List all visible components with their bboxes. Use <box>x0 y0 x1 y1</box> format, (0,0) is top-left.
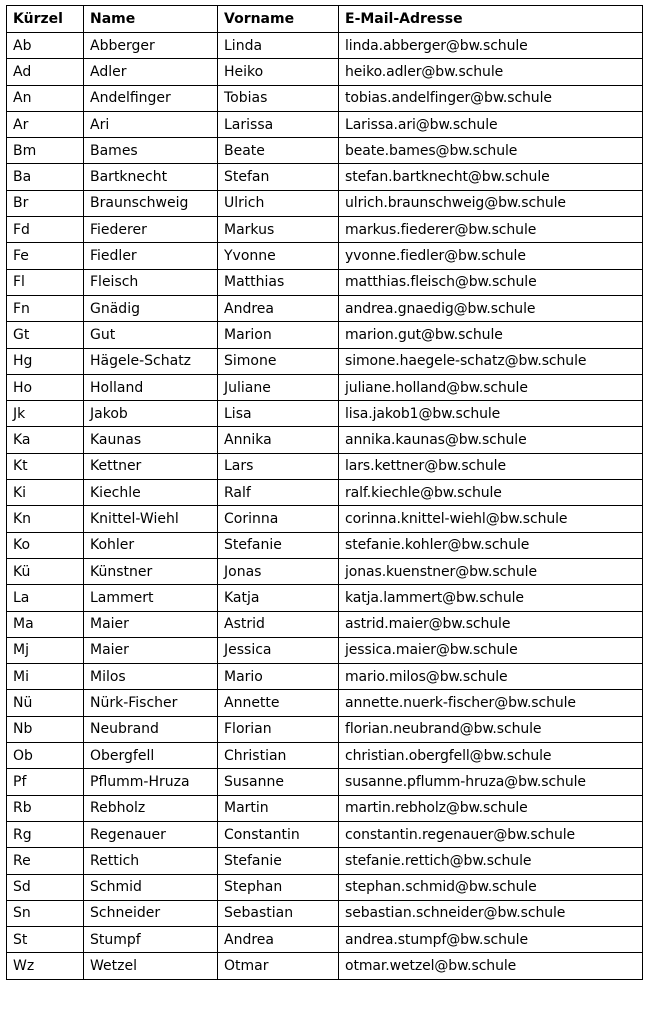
cell-email: annika.kaunas@bw.schule <box>339 427 643 453</box>
cell-vorname: Annette <box>218 690 339 716</box>
cell-email: martin.rebholz@bw.schule <box>339 795 643 821</box>
cell-name: Gut <box>84 322 218 348</box>
table-row <box>7 874 643 900</box>
cell-email: juliane.holland@bw.schule <box>339 374 643 400</box>
cell-vorname: Juliane <box>218 374 339 400</box>
cell-email: annette.nuerk-fischer@bw.schule <box>339 690 643 716</box>
cell-kuerzel: Nb <box>7 716 84 742</box>
cell-kuerzel: Ki <box>7 480 84 506</box>
cell-vorname: Sebastian <box>218 900 339 926</box>
cell-vorname: Lars <box>218 453 339 479</box>
table-row <box>7 374 643 400</box>
cell-vorname: Larissa <box>218 111 339 137</box>
cell-kuerzel: Gt <box>7 322 84 348</box>
cell-name: Rettich <box>84 848 218 874</box>
cell-kuerzel: Fd <box>7 217 84 243</box>
cell-vorname: Annika <box>218 427 339 453</box>
header-kuerzel: Kürzel <box>7 6 84 33</box>
cell-kuerzel: Rb <box>7 795 84 821</box>
cell-email: jessica.maier@bw.schule <box>339 637 643 663</box>
cell-email: ralf.kiechle@bw.schule <box>339 480 643 506</box>
table-row <box>7 480 643 506</box>
cell-name: Knittel-Wiehl <box>84 506 218 532</box>
table-header-row <box>7 6 643 33</box>
cell-vorname: Martin <box>218 795 339 821</box>
cell-name: Wetzel <box>84 953 218 979</box>
cell-vorname: Otmar <box>218 953 339 979</box>
cell-kuerzel: La <box>7 585 84 611</box>
table-row <box>7 585 643 611</box>
cell-name: Andelfinger <box>84 85 218 111</box>
table-row <box>7 900 643 926</box>
cell-kuerzel: Jk <box>7 401 84 427</box>
cell-kuerzel: St <box>7 927 84 953</box>
cell-name: Schmid <box>84 874 218 900</box>
cell-name: Pflumm-Hruza <box>84 769 218 795</box>
cell-email: ulrich.braunschweig@bw.schule <box>339 190 643 216</box>
table-row <box>7 927 643 953</box>
table-row <box>7 690 643 716</box>
cell-vorname: Yvonne <box>218 243 339 269</box>
cell-email: stefan.bartknecht@bw.schule <box>339 164 643 190</box>
cell-vorname: Stefanie <box>218 848 339 874</box>
table-row <box>7 427 643 453</box>
cell-kuerzel: Ko <box>7 532 84 558</box>
cell-email: stefanie.rettich@bw.schule <box>339 848 643 874</box>
cell-name: Maier <box>84 611 218 637</box>
cell-name: Fleisch <box>84 269 218 295</box>
table-row <box>7 532 643 558</box>
cell-kuerzel: Ma <box>7 611 84 637</box>
cell-email: tobias.andelfinger@bw.schule <box>339 85 643 111</box>
cell-kuerzel: Mi <box>7 664 84 690</box>
header-email: E-Mail-Adresse <box>339 6 643 33</box>
cell-email: mario.milos@bw.schule <box>339 664 643 690</box>
cell-kuerzel: Bm <box>7 138 84 164</box>
cell-vorname: Katja <box>218 585 339 611</box>
cell-vorname: Susanne <box>218 769 339 795</box>
cell-kuerzel: Fn <box>7 295 84 321</box>
cell-vorname: Markus <box>218 217 339 243</box>
cell-vorname: Stephan <box>218 874 339 900</box>
cell-email: constantin.regenauer@bw.schule <box>339 821 643 847</box>
cell-email: matthias.fleisch@bw.schule <box>339 269 643 295</box>
cell-name: Obergfell <box>84 743 218 769</box>
table-row <box>7 138 643 164</box>
cell-name: Jakob <box>84 401 218 427</box>
cell-name: Hägele-Schatz <box>84 348 218 374</box>
cell-kuerzel: Mj <box>7 637 84 663</box>
cell-kuerzel: Ab <box>7 33 84 59</box>
cell-name: Milos <box>84 664 218 690</box>
cell-vorname: Tobias <box>218 85 339 111</box>
cell-name: Kaunas <box>84 427 218 453</box>
cell-email: sebastian.schneider@bw.schule <box>339 900 643 926</box>
cell-email: otmar.wetzel@bw.schule <box>339 953 643 979</box>
cell-vorname: Andrea <box>218 927 339 953</box>
cell-email: andrea.stumpf@bw.schule <box>339 927 643 953</box>
cell-vorname: Florian <box>218 716 339 742</box>
cell-kuerzel: Fe <box>7 243 84 269</box>
cell-name: Adler <box>84 59 218 85</box>
table-row <box>7 217 643 243</box>
cell-kuerzel: Ad <box>7 59 84 85</box>
table-row <box>7 295 643 321</box>
cell-email: andrea.gnaedig@bw.schule <box>339 295 643 321</box>
cell-name: Kiechle <box>84 480 218 506</box>
table-row <box>7 743 643 769</box>
cell-name: Fiederer <box>84 217 218 243</box>
cell-vorname: Jonas <box>218 558 339 584</box>
cell-vorname: Matthias <box>218 269 339 295</box>
cell-name: Lammert <box>84 585 218 611</box>
cell-name: Braunschweig <box>84 190 218 216</box>
table-row <box>7 848 643 874</box>
cell-name: Kohler <box>84 532 218 558</box>
table-row <box>7 59 643 85</box>
cell-kuerzel: Kn <box>7 506 84 532</box>
cell-kuerzel: Pf <box>7 769 84 795</box>
table-row <box>7 637 643 663</box>
cell-vorname: Corinna <box>218 506 339 532</box>
table-row <box>7 453 643 479</box>
cell-email: Larissa.ari@bw.schule <box>339 111 643 137</box>
cell-vorname: Stefanie <box>218 532 339 558</box>
header-vorname: Vorname <box>218 6 339 33</box>
cell-kuerzel: Kü <box>7 558 84 584</box>
cell-vorname: Andrea <box>218 295 339 321</box>
cell-vorname: Beate <box>218 138 339 164</box>
cell-name: Bames <box>84 138 218 164</box>
cell-email: florian.neubrand@bw.schule <box>339 716 643 742</box>
table-row <box>7 243 643 269</box>
cell-email: yvonne.fiedler@bw.schule <box>339 243 643 269</box>
cell-kuerzel: Br <box>7 190 84 216</box>
table-row <box>7 33 643 59</box>
table-row <box>7 111 643 137</box>
table-row <box>7 558 643 584</box>
table-row <box>7 506 643 532</box>
cell-kuerzel: Kt <box>7 453 84 479</box>
cell-vorname: Ralf <box>218 480 339 506</box>
cell-email: lars.kettner@bw.schule <box>339 453 643 479</box>
header-name: Name <box>84 6 218 33</box>
cell-email: beate.bames@bw.schule <box>339 138 643 164</box>
cell-vorname: Mario <box>218 664 339 690</box>
table-row <box>7 769 643 795</box>
table-row <box>7 795 643 821</box>
cell-email: simone.haegele-schatz@bw.schule <box>339 348 643 374</box>
cell-vorname: Stefan <box>218 164 339 190</box>
cell-email: astrid.maier@bw.schule <box>339 611 643 637</box>
table-row <box>7 164 643 190</box>
cell-email: susanne.pflumm-hruza@bw.schule <box>339 769 643 795</box>
cell-email: jonas.kuenstner@bw.schule <box>339 558 643 584</box>
cell-vorname: Lisa <box>218 401 339 427</box>
cell-vorname: Linda <box>218 33 339 59</box>
cell-name: Kettner <box>84 453 218 479</box>
cell-name: Rebholz <box>84 795 218 821</box>
cell-vorname: Heiko <box>218 59 339 85</box>
cell-name: Holland <box>84 374 218 400</box>
cell-kuerzel: Hg <box>7 348 84 374</box>
cell-name: Maier <box>84 637 218 663</box>
cell-vorname: Astrid <box>218 611 339 637</box>
table-row <box>7 401 643 427</box>
cell-email: lisa.jakob1@bw.schule <box>339 401 643 427</box>
table-row <box>7 269 643 295</box>
table-row <box>7 85 643 111</box>
cell-vorname: Marion <box>218 322 339 348</box>
table-row <box>7 953 643 979</box>
table-row <box>7 190 643 216</box>
cell-email: marion.gut@bw.schule <box>339 322 643 348</box>
cell-name: Gnädig <box>84 295 218 321</box>
cell-email: heiko.adler@bw.schule <box>339 59 643 85</box>
cell-kuerzel: Ho <box>7 374 84 400</box>
table-row <box>7 664 643 690</box>
cell-email: markus.fiederer@bw.schule <box>339 217 643 243</box>
table-row <box>7 611 643 637</box>
table-body <box>7 33 643 980</box>
cell-email: stefanie.kohler@bw.schule <box>339 532 643 558</box>
cell-kuerzel: Ar <box>7 111 84 137</box>
table-row <box>7 716 643 742</box>
cell-name: Nürk-Fischer <box>84 690 218 716</box>
cell-vorname: Simone <box>218 348 339 374</box>
cell-kuerzel: Wz <box>7 953 84 979</box>
cell-vorname: Jessica <box>218 637 339 663</box>
cell-name: Neubrand <box>84 716 218 742</box>
table-row <box>7 821 643 847</box>
cell-kuerzel: Sd <box>7 874 84 900</box>
staff-email-table <box>6 5 643 980</box>
cell-email: katja.lammert@bw.schule <box>339 585 643 611</box>
cell-kuerzel: Ob <box>7 743 84 769</box>
table-row <box>7 348 643 374</box>
cell-name: Schneider <box>84 900 218 926</box>
cell-kuerzel: Rg <box>7 821 84 847</box>
cell-email: stephan.schmid@bw.schule <box>339 874 643 900</box>
cell-vorname: Constantin <box>218 821 339 847</box>
cell-kuerzel: An <box>7 85 84 111</box>
cell-name: Regenauer <box>84 821 218 847</box>
cell-name: Stumpf <box>84 927 218 953</box>
cell-vorname: Ulrich <box>218 190 339 216</box>
cell-name: Bartknecht <box>84 164 218 190</box>
cell-kuerzel: Ba <box>7 164 84 190</box>
cell-kuerzel: Sn <box>7 900 84 926</box>
cell-name: Abberger <box>84 33 218 59</box>
cell-email: linda.abberger@bw.schule <box>339 33 643 59</box>
cell-email: christian.obergfell@bw.schule <box>339 743 643 769</box>
cell-name: Ari <box>84 111 218 137</box>
cell-email: corinna.knittel-wiehl@bw.schule <box>339 506 643 532</box>
cell-name: Fiedler <box>84 243 218 269</box>
cell-kuerzel: Fl <box>7 269 84 295</box>
table-row <box>7 322 643 348</box>
cell-kuerzel: Ka <box>7 427 84 453</box>
cell-kuerzel: Re <box>7 848 84 874</box>
cell-kuerzel: Nü <box>7 690 84 716</box>
cell-name: Künstner <box>84 558 218 584</box>
cell-vorname: Christian <box>218 743 339 769</box>
